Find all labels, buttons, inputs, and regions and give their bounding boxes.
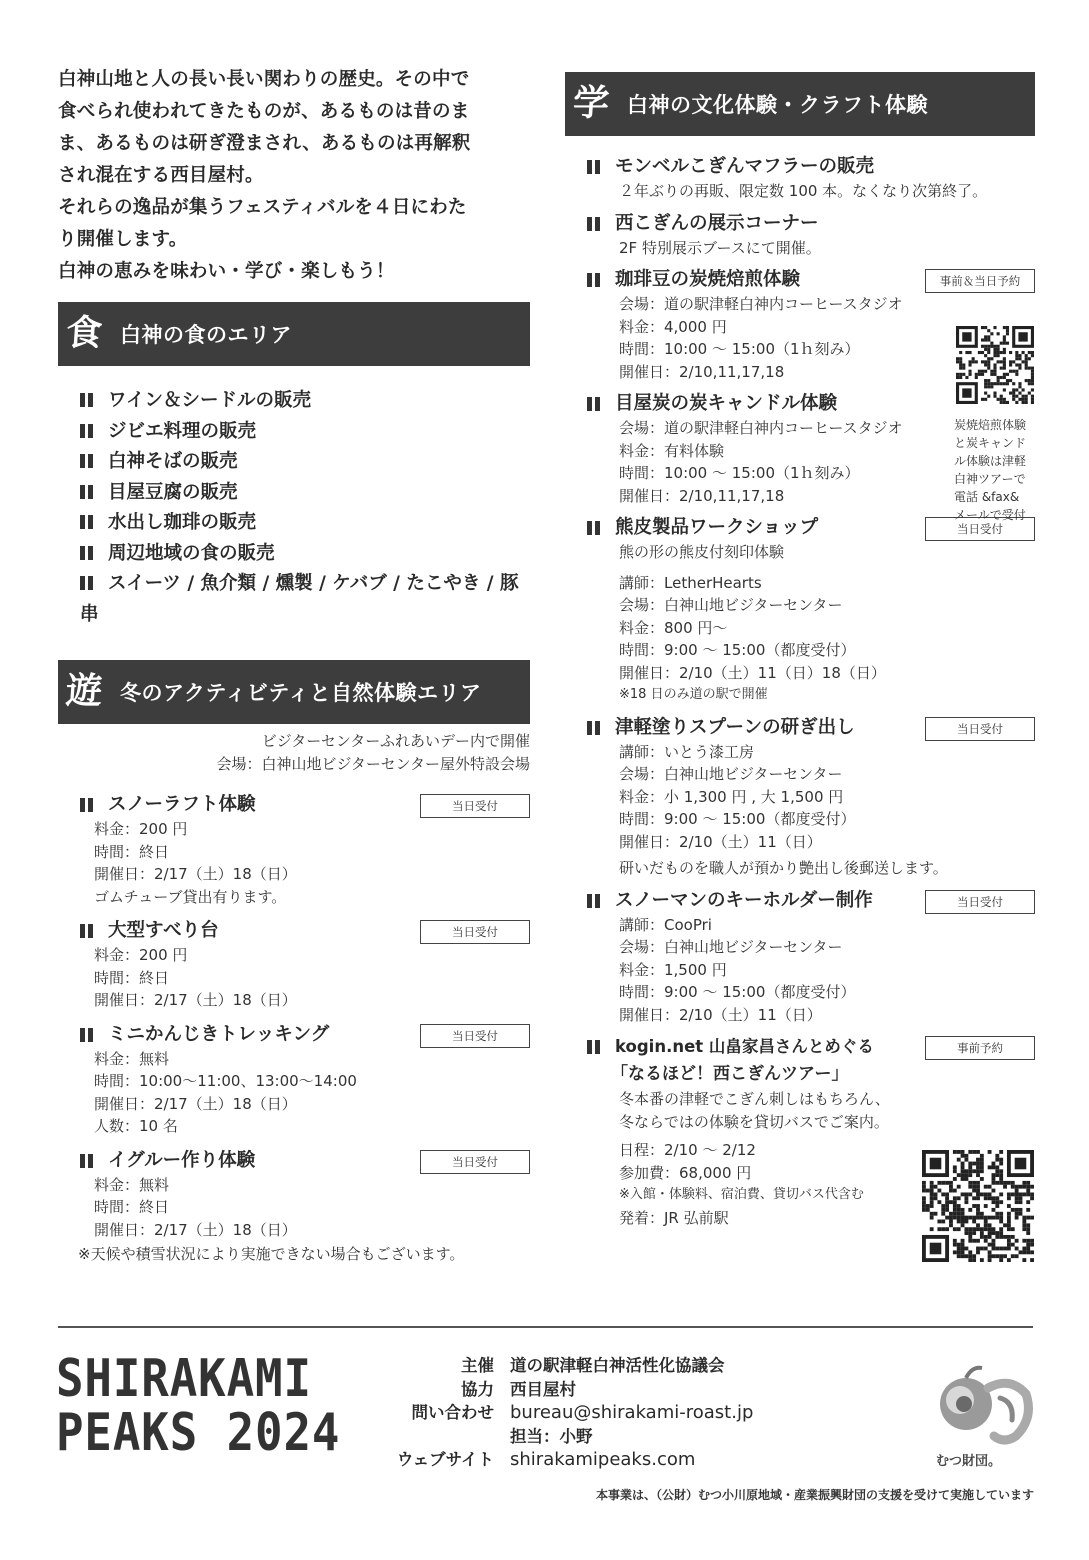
intro-line: 白神山地と人の長い長い関わりの歴史。その中で xyxy=(58,69,470,90)
culture-item: 熊皮製品ワークショップ 当日受付 熊の形の熊皮付刻印体験 講師：LetherHearts 会場：白神山地ビジターセンター 料金：800 円〜 時間：9:00 〜 15:00（都度受付） 開催日：2/10（土）11（日）18（日） ※18 日のみ道の駅で開催 xyxy=(587,515,1035,707)
activity-item-title: ミニかんじきトレッキング xyxy=(108,1023,330,1045)
activity-item: スノーラフト体験 当日受付 料金：200 円 時間：終日 開催日：2/17（土）18（日） ゴムチューブ貸出有ります。 xyxy=(58,792,530,908)
list-item: 白神そばの販売 xyxy=(80,447,530,478)
list-item: 周辺地域の食の販売 xyxy=(80,539,530,570)
intro-line: 白神の恵みを味わい・学び・楽しもう！ xyxy=(58,261,395,282)
bullet-icon xyxy=(587,521,601,535)
reception-badge: 当日受付 xyxy=(925,517,1035,541)
list-item: 水出し珈琲の販売 xyxy=(80,508,530,539)
list-item: ジビエ料理の販売 xyxy=(80,417,530,448)
right-column xyxy=(565,72,1035,1229)
bullet-icon xyxy=(587,217,601,231)
credits xyxy=(380,1354,900,1472)
bullet-icon xyxy=(80,393,94,407)
culture-item-title: 珈琲豆の炭焼焙煎体験 xyxy=(615,269,801,290)
activity-section-title: 冬のアクティビティと自然体験エリア xyxy=(120,681,482,705)
bullet-icon xyxy=(80,924,94,938)
culture-item-title: 津軽塗りスプーンの研ぎ出し xyxy=(615,716,855,738)
reception-badge: 当日受付 xyxy=(420,794,530,818)
activity-item-title: イグルー作り体験 xyxy=(108,1149,256,1171)
reception-badge: 当日受付 xyxy=(420,920,530,944)
activity-item-title: 大型すべり台 xyxy=(108,920,219,941)
food-list xyxy=(58,386,530,630)
culture-section-header xyxy=(565,72,1035,136)
website-link[interactable]: shirakamipeaks.com xyxy=(510,1449,696,1470)
shirakami-peaks-logo: SHIRAKAMI PEAKS 2024 xyxy=(56,1349,341,1463)
intro-text xyxy=(58,64,530,288)
credit-row: ウェブサイト shirakamipeaks.com xyxy=(396,1449,696,1470)
activity-item: イグルー作り体験 当日受付 料金：無料 時間：終日 開催日：2/17（土）18（日） xyxy=(58,1148,530,1242)
food-section-header xyxy=(58,302,530,366)
culture-item-title: スノーマンのキーホルダー制作 xyxy=(615,889,873,911)
bullet-icon xyxy=(587,160,601,174)
food-kanji-badge: 食 xyxy=(64,313,104,354)
bullet-icon xyxy=(587,721,601,735)
bullet-icon xyxy=(587,273,601,287)
left-column xyxy=(58,64,530,1265)
bullet-icon xyxy=(80,1028,94,1042)
bullet-icon xyxy=(587,894,601,908)
bullet-icon xyxy=(587,1040,601,1054)
culture-item: 目屋炭の炭キャンドル体験 会場：道の駅津軽白神内コーヒースタジオ 料金：有料体験 時間：10:00 〜 15:00（1ｈ刻み） 開催日：2/10,11,17,18 xyxy=(587,391,1035,507)
culture-item-title: モンベルこぎんマフラーの販売 xyxy=(615,156,875,177)
activity-item: 大型すべり台 当日受付 料金：200 円 時間：終日 開催日：2/17（土）18（日） xyxy=(58,918,530,1012)
reception-badge: 当日受付 xyxy=(420,1024,530,1048)
qr-code-icon[interactable] xyxy=(922,1150,1034,1262)
reception-badge: 事前予約 xyxy=(925,1036,1035,1060)
bullet-icon xyxy=(80,576,94,590)
credit-row: 問い合わせ bureau@shirakami-roast.jp xyxy=(411,1402,754,1423)
list-item: スイーツ / 魚介類 / 燻製 / ケバブ / たこやき / 豚串 xyxy=(80,573,519,625)
culture-kanji-badge: 学 xyxy=(571,83,611,124)
bullet-icon xyxy=(80,798,94,812)
bullet-icon xyxy=(587,397,601,411)
culture-item-title: kogin.net 山畠家昌さんとめぐる xyxy=(615,1037,874,1056)
list-item: ワイン＆シードルの販売 xyxy=(80,386,530,417)
reception-badge: 当日受付 xyxy=(925,890,1035,914)
bullet-icon xyxy=(80,515,94,529)
activity-item: ミニかんじきトレッキング 当日受付 料金：無料 時間：10:00〜11:00、13:00〜14:00 開催日：2/17（土）18（日） 人数：10 名 xyxy=(58,1022,530,1138)
bullet-icon xyxy=(80,454,94,468)
bullet-icon xyxy=(80,485,94,499)
footer-divider xyxy=(58,1326,1033,1328)
activity-section-header xyxy=(58,660,530,724)
credit-row: 協力 西目屋村 xyxy=(461,1379,576,1399)
booking-side-note: 炭焼焙煎体験 と炭キャンド ル体験は津軽 白神ツアーで 電話 &fax& メールで受付 xyxy=(954,418,1027,522)
contact-email-link[interactable]: bureau@shirakami-roast.jp xyxy=(510,1402,754,1423)
culture-items xyxy=(565,154,1035,1229)
bullet-icon xyxy=(80,424,94,438)
credit-row: 担当：小野 xyxy=(510,1426,593,1446)
intro-line: り開催します。 xyxy=(58,229,188,250)
culture-item: 津軽塗りスプーンの研ぎ出し 当日受付 講師：いとう漆工房 会場：白神山地ビジターセンター 料金：小 1,300 円 , 大 1,500 円 時間：9:00 〜 15:00（都度受付） 開催日：2/10（土）11（日） 研いだものを職人が預かり艶出し後郵送します。 xyxy=(587,715,1035,880)
reception-badge: 当日受付 xyxy=(420,1150,530,1174)
culture-item: 西こぎんの展示コーナー 2F 特別展示ブースにて開催。 xyxy=(587,211,1035,260)
intro-line: ま、あるものは研ぎ澄まされ、あるものは再解釈 xyxy=(58,133,471,154)
tour-subtitle: 「なるほど！西こぎんツアー」 xyxy=(611,1064,849,1084)
bullet-icon xyxy=(80,546,94,560)
culture-item-title: 熊皮製品ワークショップ xyxy=(615,517,819,538)
intro-line: それらの逸品が集うフェスティバルを４日にわた xyxy=(58,197,467,218)
culture-item: モンベルこぎんマフラーの販売 ２年ぶりの再販、限定数 100 本。なくなり次第終了。 xyxy=(587,154,1035,203)
culture-item: 珈琲豆の炭焼焙煎体験 事前＆当日予約 会場：道の駅津軽白神内コーヒースタジオ 料金：4,000 円 時間：10:00 〜 15:00（1ｈ刻み） 開催日：2/10,11,17,18 xyxy=(587,267,1035,383)
culture-section-title: 白神の文化体験・クラフト体験 xyxy=(627,93,928,117)
culture-item: スノーマンのキーホルダー制作 当日受付 講師：CooPri 会場：白神山地ビジターセンター 料金：1,500 円 時間：9:00 〜 15:00（都度受付） 開催日：2/10（土）11（日） xyxy=(587,888,1035,1027)
activity-item-title: スノーラフト体験 xyxy=(108,794,256,815)
qr-code-icon[interactable] xyxy=(956,326,1034,404)
support-statement: 本事業は、（公財）むつ小川原地域・産業振興財団の支援を受けて実施しています xyxy=(595,1488,1034,1502)
reception-badge: 事前＆当日予約 xyxy=(925,269,1035,293)
list-item: 目屋豆腐の販売 xyxy=(80,478,530,509)
sponsor-name: むつ財団。 xyxy=(936,1454,1002,1469)
bullet-icon xyxy=(80,1154,94,1168)
culture-item: kogin.net 山畠家昌さんとめぐる 事前予約 「なるほど！西こぎんツアー」 冬本番の津軽でこぎん刺しはもちろん、 冬ならではの体験を貸切バスでご案内。 日程：2/10 〜 2/12 参加費：68,000 円 ※入館・体験料、宿泊費、貸切バス代含む 発着：JR 弘前駅 xyxy=(587,1034,1035,1229)
intro-line: 食べられ使われてきたものが、あるものは昔のま xyxy=(58,101,470,122)
food-section-title: 白神の食のエリア xyxy=(120,323,292,347)
intro-line: され混在する西目屋村。 xyxy=(58,165,264,186)
culture-item-title: 目屋炭の炭キャンドル体験 xyxy=(615,393,838,414)
culture-item-title: 西こぎんの展示コーナー xyxy=(615,212,819,234)
activity-kanji-badge: 遊 xyxy=(64,671,104,712)
weather-note: ※天候や積雪状況により実施できない場合もございます。 xyxy=(78,1245,465,1263)
reception-badge: 当日受付 xyxy=(925,717,1035,741)
activity-venue-note: ビジターセンターふれあいデー内で開催 会場：白神山地ビジターセンター屋外特設会場 xyxy=(216,732,530,773)
credit-row: 主催 道の駅津軽白神活性化協議会 xyxy=(461,1356,725,1375)
